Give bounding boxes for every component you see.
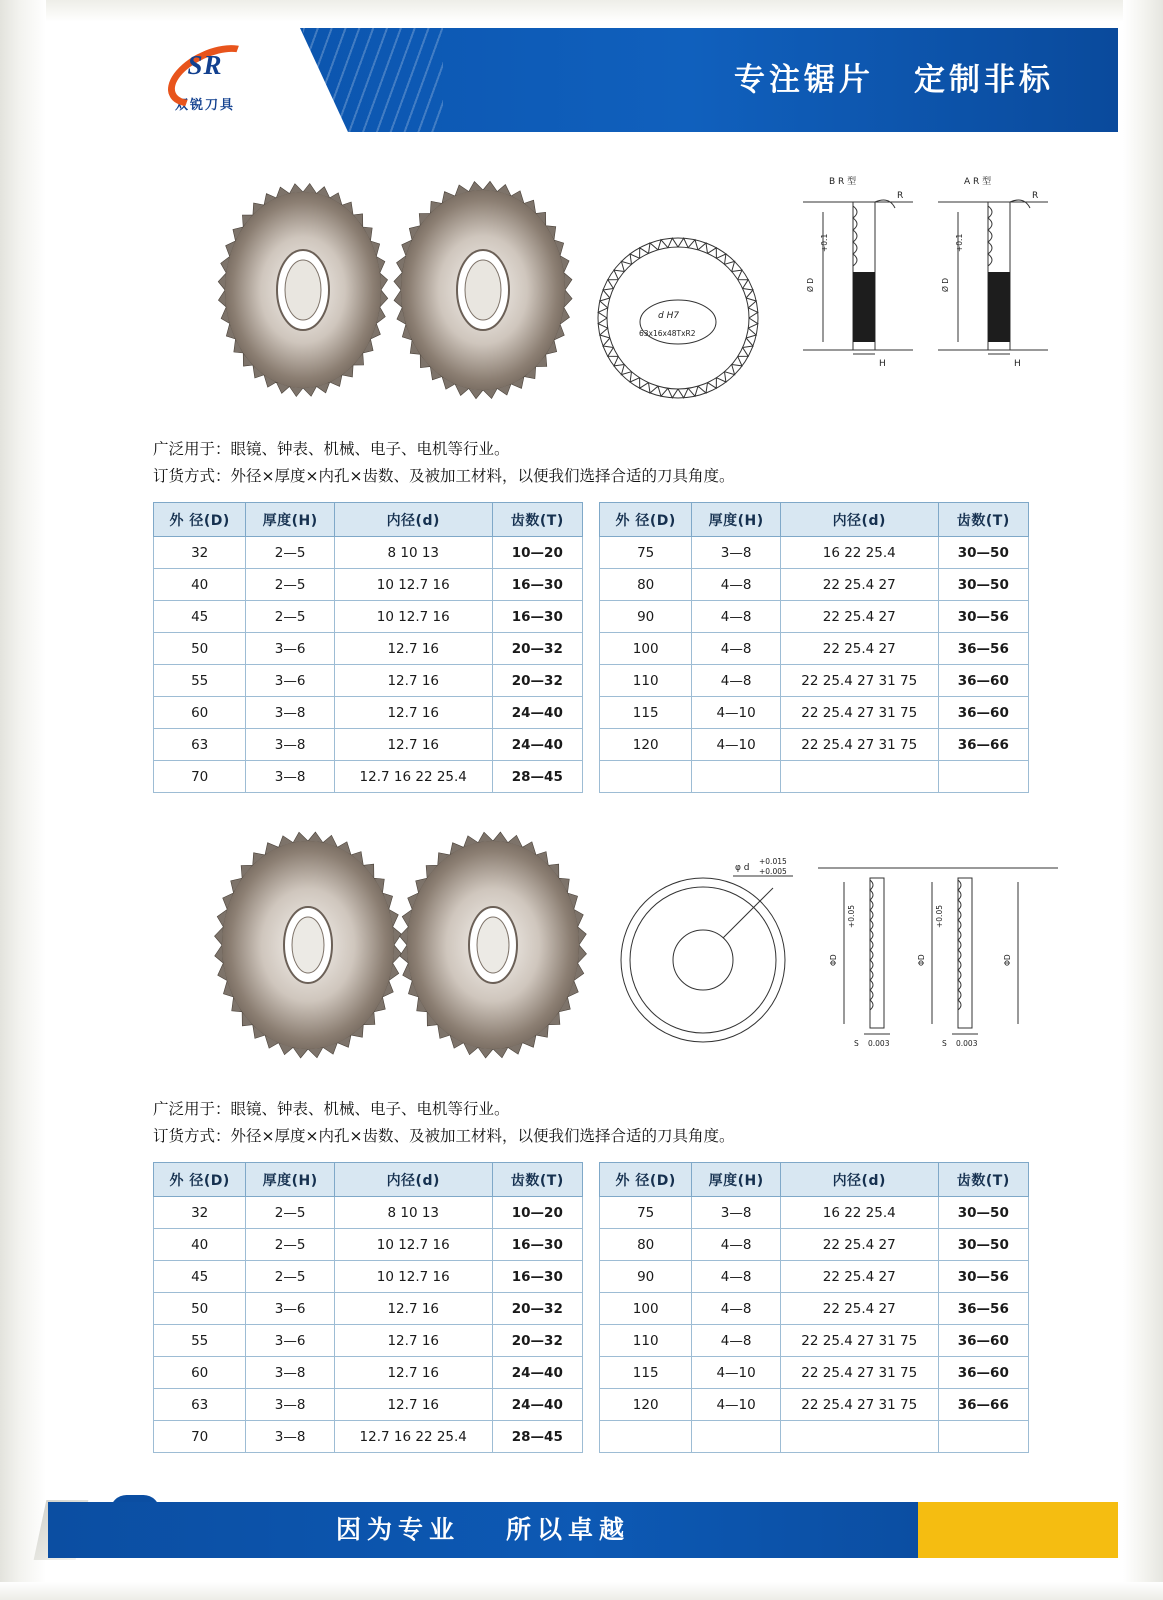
- table-row: [600, 729, 1029, 761]
- cell-d: 90: [600, 601, 692, 633]
- cell-d: 63: [154, 729, 246, 761]
- cell-h: 3—8: [692, 1197, 781, 1229]
- cell-h: [692, 761, 781, 793]
- cell-t: 16—30: [492, 569, 582, 601]
- cell-d: 63: [154, 1389, 246, 1421]
- table-row: [154, 1197, 583, 1229]
- bore-label: d H7: [658, 311, 680, 321]
- table-row: [600, 1229, 1029, 1261]
- cell-d: 100: [600, 633, 692, 665]
- col-thickness: 厚度(H): [246, 1163, 335, 1197]
- cell-h: 2—5: [246, 601, 335, 633]
- cell-bore: [780, 761, 938, 793]
- cell-t: 10—20: [492, 1197, 582, 1229]
- cell-bore: 22 25.4 27 31 75: [780, 729, 938, 761]
- cell-bore: 12.7 16: [334, 729, 492, 761]
- table-row: [600, 1325, 1029, 1357]
- cell-t: 24—40: [492, 1357, 582, 1389]
- cell-bore: 16 22 25.4: [780, 537, 938, 569]
- cell-t: 16—30: [492, 1229, 582, 1261]
- cell-bore: 12.7 16: [334, 1325, 492, 1357]
- figure-row-2: [48, 820, 1118, 1090]
- diameter-label-3: ΦD: [1003, 954, 1012, 966]
- cell-d: 115: [600, 1357, 692, 1389]
- table-row: [600, 1389, 1029, 1421]
- cell-t: 20—32: [492, 1325, 582, 1357]
- saw-blade-photo-4: [388, 830, 598, 1060]
- br-type-label: B R 型: [829, 177, 857, 187]
- footer-slogan-right: 所以卓越: [506, 1515, 631, 1544]
- col-outer-diameter: 外 径(D): [600, 503, 692, 537]
- table-row: [154, 665, 583, 697]
- cell-bore: 22 25.4 27: [780, 1261, 938, 1293]
- logo-arc-icon: [159, 48, 251, 92]
- usage-line: 广泛用于：眼镜、钟表、机械、电子、电机等行业。: [153, 440, 510, 458]
- bore-tolerance-upper: +0.015: [759, 857, 787, 866]
- col-teeth: 齿数(T): [492, 1163, 582, 1197]
- cell-t: 16—30: [492, 1261, 582, 1293]
- cell-h: 4—8: [692, 601, 781, 633]
- cell-bore: 22 25.4 27: [780, 1229, 938, 1261]
- cell-d: [600, 761, 692, 793]
- page-edge-bottom: [0, 1582, 1163, 1600]
- flatness-tolerance-2: 0.003: [956, 1039, 978, 1048]
- cell-d: 45: [154, 601, 246, 633]
- col-bore: 内径(d): [334, 503, 492, 537]
- cell-h: 3—8: [246, 729, 335, 761]
- cell-d: 70: [154, 1421, 246, 1453]
- cell-d: 110: [600, 1325, 692, 1357]
- blade-line-drawing-1: [588, 228, 768, 408]
- cell-h: 2—5: [246, 1229, 335, 1261]
- height-label-ar: H: [1014, 359, 1021, 369]
- header-title-left: 专注锯片: [734, 62, 874, 98]
- footer-slogan: [48, 1502, 918, 1558]
- table-body: [154, 537, 583, 793]
- table-row: [600, 761, 1029, 793]
- cell-d: 55: [154, 665, 246, 697]
- table-row: [600, 665, 1029, 697]
- cell-t: 28—45: [492, 1421, 582, 1453]
- cell-h: 3—8: [692, 537, 781, 569]
- cell-d: 80: [600, 569, 692, 601]
- page-footer: [48, 1502, 1118, 1558]
- datum-s-1: S: [854, 1039, 859, 1048]
- cell-d: 40: [154, 569, 246, 601]
- cell-h: 3—6: [246, 665, 335, 697]
- table-header-row: [154, 1163, 583, 1197]
- section1-spec-tables: [153, 502, 1118, 793]
- saw-blade-photo-1: [203, 180, 403, 400]
- footer-accent-block: [918, 1502, 1118, 1558]
- cell-t: 20—32: [492, 1293, 582, 1325]
- cell-h: 2—5: [246, 569, 335, 601]
- table-row: [154, 697, 583, 729]
- cell-bore: 22 25.4 27 31 75: [780, 665, 938, 697]
- section2-spec-tables: [153, 1162, 1118, 1453]
- col-thickness: 厚度(H): [692, 1163, 781, 1197]
- cell-bore: 12.7 16: [334, 1293, 492, 1325]
- cell-d: 60: [154, 697, 246, 729]
- table-row: [600, 633, 1029, 665]
- svg-text:+0.05: +0.05: [935, 905, 944, 928]
- cell-t: 24—40: [492, 729, 582, 761]
- page-header: [48, 28, 1118, 132]
- cell-h: 4—8: [692, 665, 781, 697]
- cell-bore: 22 25.4 27: [780, 633, 938, 665]
- diameter-label-br: Ø D: [806, 277, 815, 292]
- cell-d: 75: [600, 1197, 692, 1229]
- cell-h: 4—8: [692, 1293, 781, 1325]
- cell-bore: 10 12.7 16: [334, 601, 492, 633]
- cell-t: 10—20: [492, 537, 582, 569]
- cell-t: 36—66: [938, 729, 1028, 761]
- cell-bore: 12.7 16: [334, 1357, 492, 1389]
- cell-bore: 10 12.7 16: [334, 569, 492, 601]
- cell-h: 2—5: [246, 537, 335, 569]
- cell-d: [600, 1421, 692, 1453]
- cell-t: [938, 761, 1028, 793]
- cell-bore: 22 25.4 27: [780, 601, 938, 633]
- cell-t: 30—50: [938, 537, 1028, 569]
- cell-t: 36—56: [938, 1293, 1028, 1325]
- logo-company-name: 双锐刀具: [174, 97, 235, 112]
- cell-bore: 10 12.7 16: [334, 1261, 492, 1293]
- table-row: [154, 1261, 583, 1293]
- cell-h: 4—8: [692, 633, 781, 665]
- cell-h: 3—6: [246, 633, 335, 665]
- table-header-row: [600, 1163, 1029, 1197]
- cell-d: 120: [600, 729, 692, 761]
- bore-tolerance-symbol: φ d: [735, 863, 750, 873]
- cell-t: 16—30: [492, 601, 582, 633]
- page-edge-right: [1123, 0, 1163, 1600]
- cell-d: 40: [154, 1229, 246, 1261]
- table-row: [600, 537, 1029, 569]
- table-row: [600, 1197, 1029, 1229]
- col-bore: 内径(d): [780, 1163, 938, 1197]
- cell-d: 120: [600, 1389, 692, 1421]
- cell-bore: 12.7 16: [334, 633, 492, 665]
- cell-d: 55: [154, 1325, 246, 1357]
- table-row: [154, 1293, 583, 1325]
- cell-h: 3—8: [246, 1389, 335, 1421]
- table-row: [600, 697, 1029, 729]
- svg-text:+0.1: +0.1: [955, 233, 964, 252]
- cell-h: 3—8: [246, 1421, 335, 1453]
- cell-h: [692, 1421, 781, 1453]
- header-title: [734, 28, 1054, 132]
- tooth-profile-ar: [928, 172, 1058, 372]
- table-header-row: [600, 503, 1029, 537]
- figure-row-1: [48, 160, 1118, 430]
- cell-t: 30—56: [938, 1261, 1028, 1293]
- table-body: [154, 1197, 583, 1453]
- cell-t: 36—60: [938, 697, 1028, 729]
- col-thickness: 厚度(H): [246, 503, 335, 537]
- cell-bore: 10 12.7 16: [334, 1229, 492, 1261]
- cell-h: 4—10: [692, 729, 781, 761]
- cell-d: 50: [154, 633, 246, 665]
- table-row: [154, 1421, 583, 1453]
- table-row: [154, 1357, 583, 1389]
- cell-h: 4—8: [692, 569, 781, 601]
- table-row: [154, 1325, 583, 1357]
- col-thickness: 厚度(H): [692, 503, 781, 537]
- table-row: [154, 601, 583, 633]
- cell-h: 3—8: [246, 697, 335, 729]
- cell-d: 32: [154, 1197, 246, 1229]
- table-row: [600, 601, 1029, 633]
- radius-label-br: R: [897, 191, 904, 201]
- ordering-line: 订货方式：外径×厚度×内孔×齿数、及被加工材料，以便我们选择合适的刀具角度。: [153, 467, 735, 485]
- col-teeth: 齿数(T): [492, 503, 582, 537]
- header-stripe-decoration: [303, 28, 443, 132]
- cell-t: 36—60: [938, 665, 1028, 697]
- cell-h: 4—8: [692, 1261, 781, 1293]
- saw-blade-photo-2: [378, 178, 588, 403]
- section1-description: [153, 436, 1118, 490]
- cell-h: 4—8: [692, 1325, 781, 1357]
- cell-bore: 12.7 16: [334, 1389, 492, 1421]
- cell-h: 3—6: [246, 1293, 335, 1325]
- cell-t: 20—32: [492, 665, 582, 697]
- blade-section-drawing: [808, 848, 1068, 1058]
- footer-slogan-left: 因为专业: [335, 1515, 460, 1544]
- cell-bore: 8 10 13: [334, 1197, 492, 1229]
- table-body: [600, 537, 1029, 793]
- cell-h: 4—10: [692, 697, 781, 729]
- cell-d: 60: [154, 1357, 246, 1389]
- page-edge-left: [0, 0, 46, 1600]
- cell-bore: 12.7 16 22 25.4: [334, 1421, 492, 1453]
- cell-d: 110: [600, 665, 692, 697]
- cell-d: 90: [600, 1261, 692, 1293]
- flatness-tolerance-1: 0.003: [868, 1039, 890, 1048]
- tooth-profile-br: [793, 172, 923, 372]
- table-row: [154, 761, 583, 793]
- spec-table-left-1: [153, 502, 583, 793]
- cell-t: 36—60: [938, 1325, 1028, 1357]
- cell-d: 50: [154, 1293, 246, 1325]
- table-row: [600, 1357, 1029, 1389]
- header-title-right: 定制非标: [914, 62, 1054, 98]
- cell-t: 36—56: [938, 633, 1028, 665]
- spec-table-right-2: [599, 1162, 1029, 1453]
- spec-table-right-1: [599, 502, 1029, 793]
- cell-h: 3—6: [246, 1325, 335, 1357]
- cell-bore: 22 25.4 27 31 75: [780, 697, 938, 729]
- cell-d: 75: [600, 537, 692, 569]
- product-section-1: [48, 160, 1118, 793]
- svg-text:+0.1: +0.1: [820, 233, 829, 252]
- cell-d: 32: [154, 537, 246, 569]
- saw-blade-photo-3: [203, 830, 413, 1060]
- cell-h: 4—8: [692, 1229, 781, 1261]
- cell-t: 24—40: [492, 697, 582, 729]
- col-outer-diameter: 外 径(D): [154, 1163, 246, 1197]
- diameter-label-1: ΦD: [829, 954, 838, 966]
- cell-d: 100: [600, 1293, 692, 1325]
- cell-h: 4—10: [692, 1389, 781, 1421]
- usage-line: 广泛用于：眼镜、钟表、机械、电子、电机等行业。: [153, 1100, 510, 1118]
- section2-description: [153, 1096, 1118, 1150]
- cell-bore: 22 25.4 27 31 75: [780, 1357, 938, 1389]
- table-row: [600, 569, 1029, 601]
- col-bore: 内径(d): [334, 1163, 492, 1197]
- cell-d: 115: [600, 697, 692, 729]
- page-edge-top: [0, 0, 1163, 22]
- table-header-row: [154, 503, 583, 537]
- col-teeth: 齿数(T): [938, 503, 1028, 537]
- table-row: [154, 633, 583, 665]
- col-outer-diameter: 外 径(D): [600, 1163, 692, 1197]
- cell-bore: 22 25.4 27: [780, 1293, 938, 1325]
- cell-h: 3—8: [246, 1357, 335, 1389]
- cell-t: 20—32: [492, 633, 582, 665]
- cell-t: 24—40: [492, 1389, 582, 1421]
- cell-h: 4—10: [692, 1357, 781, 1389]
- cell-t: 36—66: [938, 1389, 1028, 1421]
- brand-logo: [130, 48, 280, 118]
- cell-bore: 22 25.4 27: [780, 569, 938, 601]
- cell-bore: 22 25.4 27 31 75: [780, 1325, 938, 1357]
- cell-bore: 12.7 16: [334, 665, 492, 697]
- spec-label: 63x16x48TxR2: [639, 329, 696, 338]
- height-label-br: H: [879, 359, 886, 369]
- table-row: [154, 1229, 583, 1261]
- cell-bore: 12.7 16 22 25.4: [334, 761, 492, 793]
- diameter-label-ar: Ø D: [941, 277, 950, 292]
- datum-s-2: S: [942, 1039, 947, 1048]
- table-row: [600, 1293, 1029, 1325]
- cell-h: 3—8: [246, 761, 335, 793]
- cell-bore: 16 22 25.4: [780, 1197, 938, 1229]
- table-body: [600, 1197, 1029, 1453]
- table-row: [600, 1261, 1029, 1293]
- cell-d: 70: [154, 761, 246, 793]
- product-section-2: [48, 820, 1118, 1453]
- cell-t: 36—60: [938, 1357, 1028, 1389]
- cell-bore: 22 25.4 27 31 75: [780, 1389, 938, 1421]
- table-row: [600, 1421, 1029, 1453]
- col-bore: 内径(d): [780, 503, 938, 537]
- svg-text:+0.05: +0.05: [847, 905, 856, 928]
- cell-t: 30—50: [938, 1197, 1028, 1229]
- ar-type-label: A R 型: [964, 177, 992, 187]
- cell-d: 45: [154, 1261, 246, 1293]
- radius-label-ar: R: [1032, 191, 1039, 201]
- table-row: [154, 1389, 583, 1421]
- cell-d: 80: [600, 1229, 692, 1261]
- col-teeth: 齿数(T): [938, 1163, 1028, 1197]
- spec-table-left-2: [153, 1162, 583, 1453]
- table-row: [154, 569, 583, 601]
- col-outer-diameter: 外 径(D): [154, 503, 246, 537]
- table-row: [154, 729, 583, 761]
- cell-t: 30—56: [938, 601, 1028, 633]
- cell-bore: [780, 1421, 938, 1453]
- logo-monogram: SR: [187, 50, 223, 80]
- cell-t: [938, 1421, 1028, 1453]
- cell-t: 28—45: [492, 761, 582, 793]
- ordering-line: 订货方式：外径×厚度×内孔×齿数、及被加工材料，以便我们选择合适的刀具角度。: [153, 1127, 735, 1145]
- cell-h: 2—5: [246, 1261, 335, 1293]
- cell-h: 2—5: [246, 1197, 335, 1229]
- cell-t: 30—50: [938, 569, 1028, 601]
- cell-bore: 8 10 13: [334, 537, 492, 569]
- cell-t: 30—50: [938, 1229, 1028, 1261]
- bore-tolerance-lower: +0.005: [759, 867, 787, 876]
- cell-bore: 12.7 16: [334, 697, 492, 729]
- diameter-label-2: ΦD: [917, 954, 926, 966]
- blade-line-drawing-2: [603, 850, 803, 1050]
- table-row: [154, 537, 583, 569]
